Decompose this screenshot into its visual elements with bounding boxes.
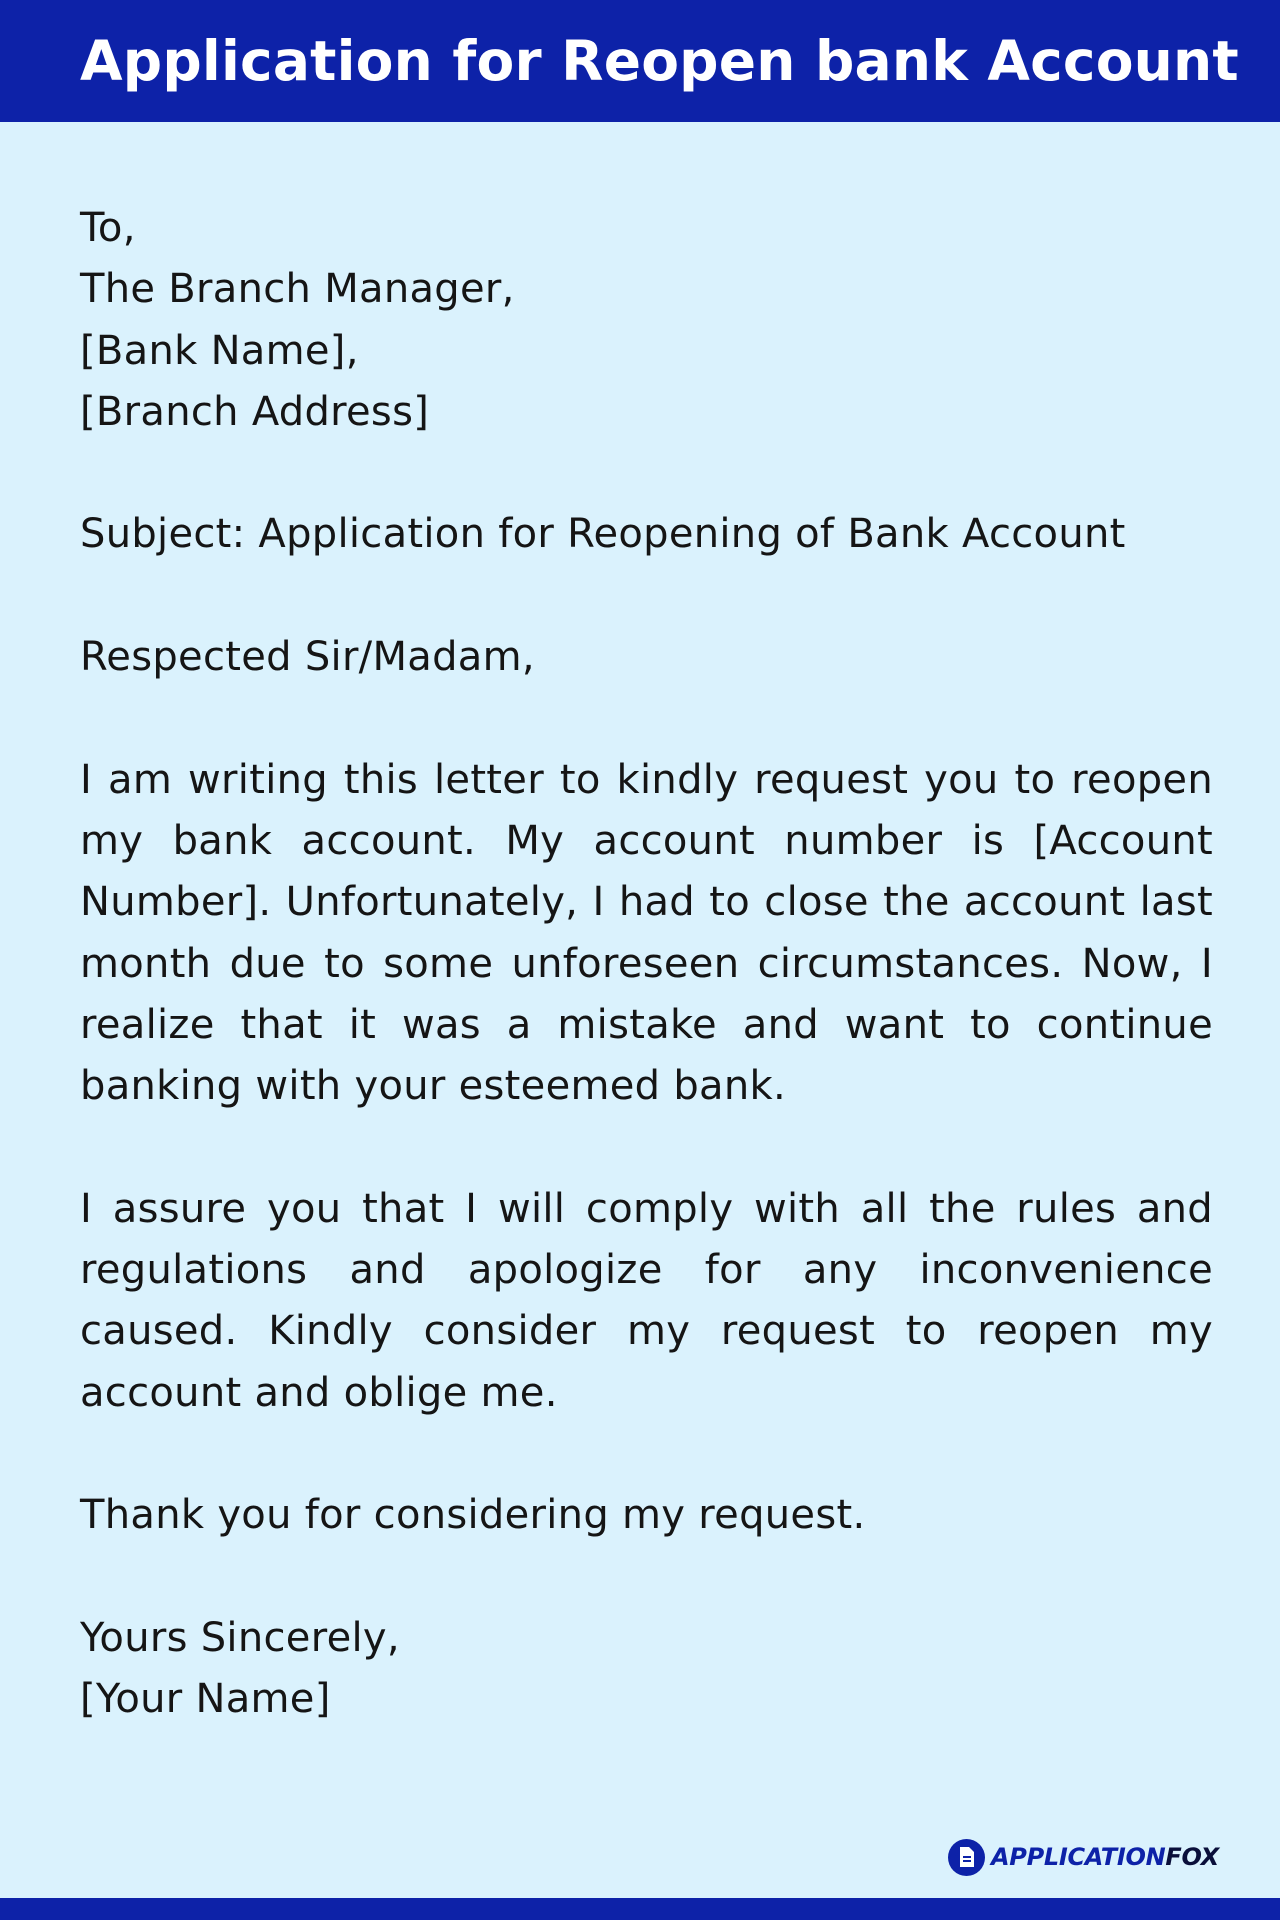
subject-line: Subject: Application for Reopening of Bank Account: [80, 511, 1126, 558]
letter-body: [80, 198, 1213, 1730]
salutation: Respected Sir/Madam,: [80, 634, 535, 681]
body-paragraph-1: I am writing this letter to kindly request you to reopen my bank account. My account number is [Account Number]. Unfortunately, I had to close the account last month due to some unforeseen circumstances. Now, I realize that it was a mistake and want to continue banking with your esteemed bank.: [80, 756, 1213, 1110]
address-line-recipient: The Branch Manager,: [80, 266, 515, 313]
logo-wordmark: [991, 1843, 1219, 1871]
bottom-bar: [0, 1898, 1280, 1920]
page-title: Application for Reopen bank Account: [80, 29, 1239, 93]
applicationfox-logo: [948, 1837, 1219, 1877]
header-banner: [0, 0, 1280, 122]
closing-line: Yours Sincerely,: [80, 1614, 400, 1661]
thanks-line: Thank you for considering my request.: [80, 1492, 866, 1539]
body-paragraph-2: I assure you that I will comply with all the rules and regulations and apologize for any inconvenience caused. Kindly consider my request to reopen my account and oblige me.: [80, 1185, 1213, 1416]
logo-text-fox: FOX: [1165, 1843, 1219, 1871]
logo-text-application: APPLICATION: [991, 1843, 1166, 1871]
address-line-bank: [Bank Name],: [80, 327, 359, 374]
address-line-branch: [Branch Address]: [80, 388, 430, 435]
signature-line: [Your Name]: [80, 1676, 331, 1723]
document-icon: [948, 1839, 985, 1876]
address-line-to: To,: [80, 205, 136, 251]
